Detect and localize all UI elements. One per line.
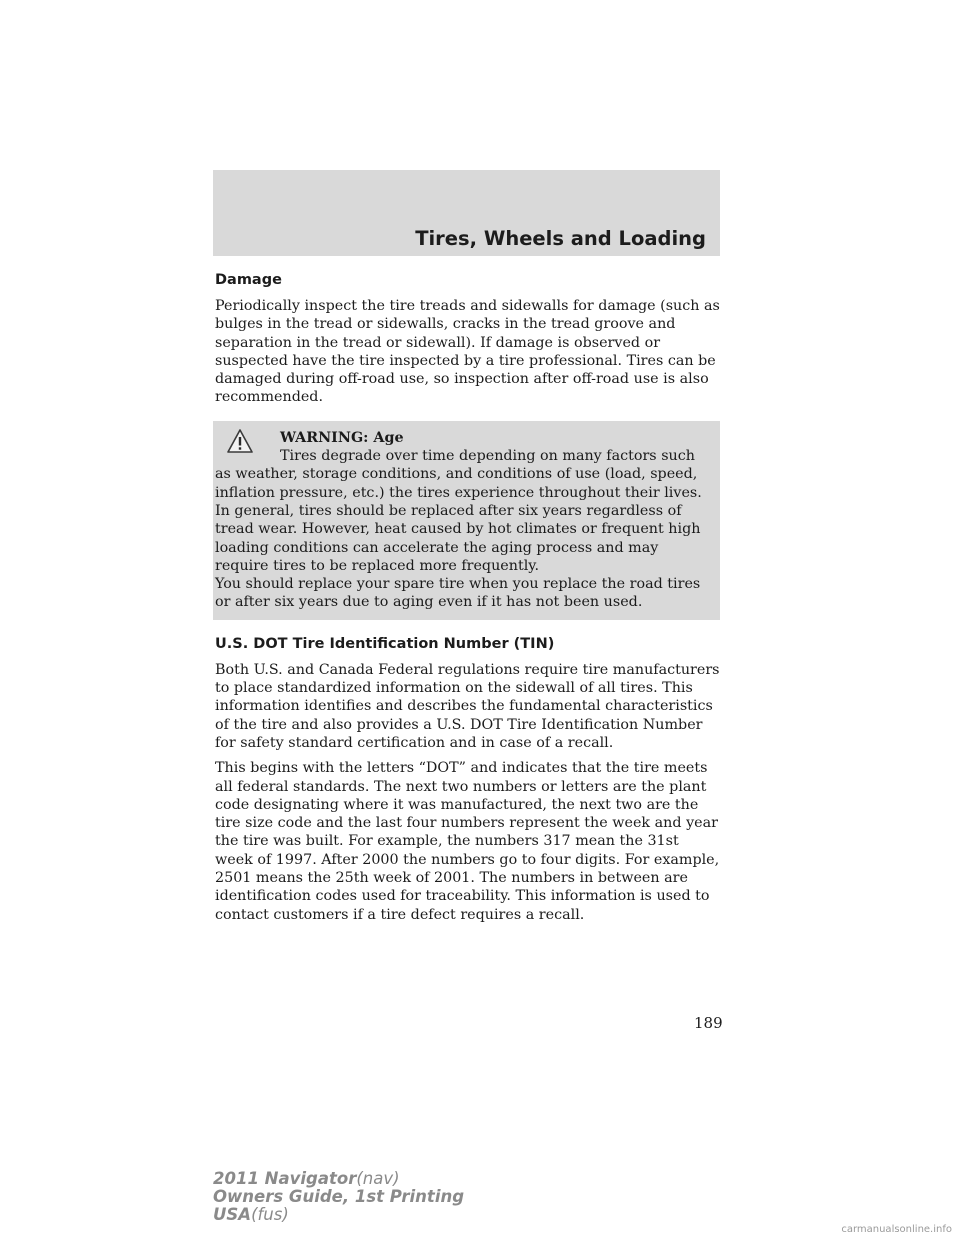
warning-triangle-icon <box>227 429 253 453</box>
page-content <box>215 270 720 931</box>
footer-imprint <box>213 1170 464 1224</box>
tin-paragraph-2: This begins with the letters “DOT” and indicates that the tire meets all federal standards. The next two numbers or letters are the plant code designating where it was manufactured, the next two are the tire size code and the last four numbers represent the week and year the tire was built. For example, the numbers 317 mean the 31st week of 1997. After 2000 the numbers go to four digits. For example, 2501 means the 25th week of 2001. The numbers in between are identification codes used for traceability. This information is used to contact customers if a tire defect requires a recall. <box>215 760 720 923</box>
warning-text-2: In general, tires should be replaced after six years regardless of tread wear. However, heat caused by hot climates or frequent high loading conditions can accelerate the aging process and may require tires to be replaced more frequently. <box>215 502 701 574</box>
section-header-band <box>213 170 720 256</box>
warning-text-1: Tires degrade over time depending on many factors such as weather, storage conditions, and conditions of use (load, speed, inflation pressure, etc.) the tires experience throughout their lives. <box>215 448 702 501</box>
footer-guide: Owners Guide, 1st Printing <box>213 1187 465 1206</box>
warning-title: WARNING: Age <box>280 429 404 446</box>
tin-paragraph-1: Both U.S. and Canada Federal regulations require tire manufacturers to place standardized information on the sidewall of all tires. This information identifies and describes the fundamental characteristics of the tire and also provides a U.S. DOT Tire Identification Number for safety standard certification and in case of a recall. <box>215 661 720 751</box>
footer-market-code: (fus) <box>251 1205 289 1224</box>
footer-model: 2011 Navigator <box>213 1169 357 1188</box>
watermark: carmanualsonline.info <box>841 1224 952 1235</box>
footer-market: USA <box>213 1205 252 1224</box>
page-number: 189 <box>694 1014 723 1032</box>
damage-paragraph: Periodically inspect the tire treads and sidewalls for damage (such as bulges in the tread or sidewalls, cracks in the tread groove and separation in the tread or sidewall). If damage is observed or suspected have the tire inspected by a tire professional. Tires can be damaged during off-road use, so inspection after off-road use is also recommended. <box>215 298 720 406</box>
damage-heading: Damage <box>215 272 282 288</box>
section-title: Tires, Wheels and Loading <box>415 227 706 250</box>
footer-model-code: (nav) <box>356 1169 400 1188</box>
warning-box <box>213 421 720 620</box>
warning-text-3: You should replace your spare tire when you replace the road tires or after six years due to aging even if it has not been used. <box>215 576 701 611</box>
tin-heading: U.S. DOT Tire Identification Number (TIN) <box>215 635 555 652</box>
